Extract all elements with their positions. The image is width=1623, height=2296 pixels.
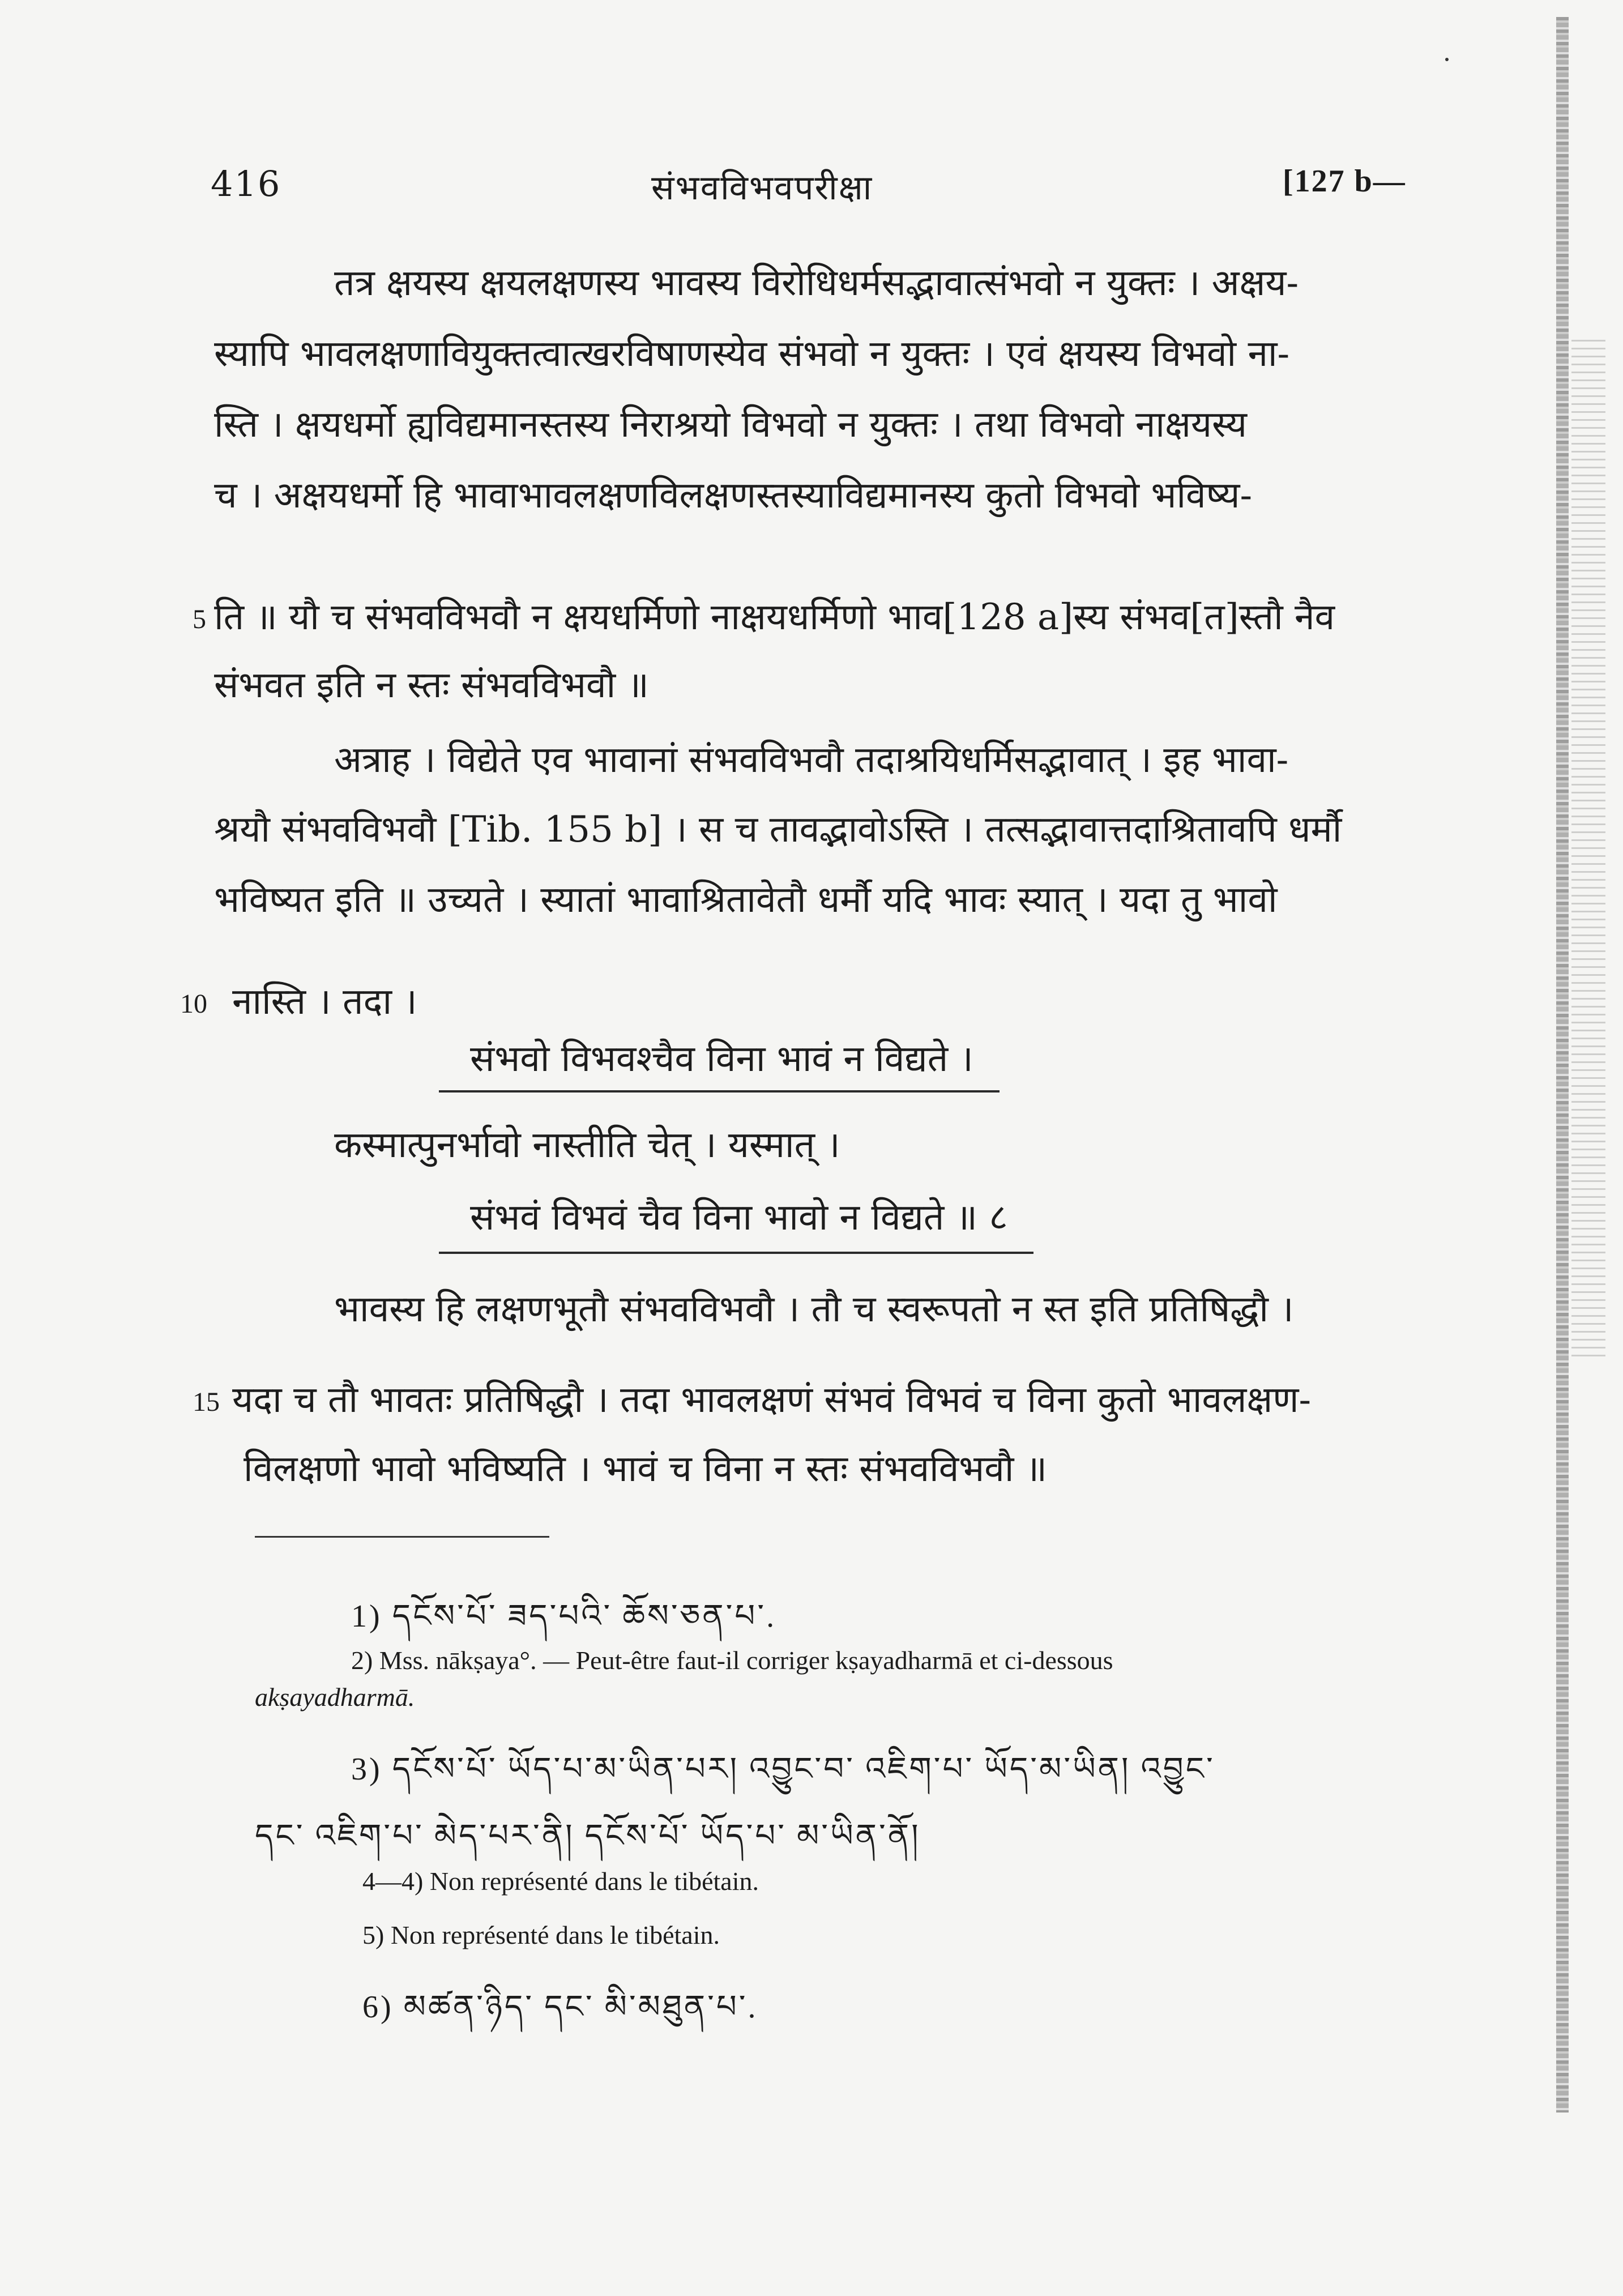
footnote-1: 1) དངོས་པོ་ ཟད་པའི་ ཆོས་ཅན་པ་.	[351, 1599, 777, 1634]
scan-edge-shadow	[1571, 340, 1605, 1359]
text-line-6: संभवत इति न स्तः संभवविभवौ ॥	[214, 664, 649, 706]
line-number-5: 5	[193, 604, 206, 634]
verse-prose-line: कस्मात्पुनर्भावो नास्तीति चेत् । यस्मात् ।	[334, 1124, 840, 1166]
footnote-rule	[255, 1536, 549, 1538]
verse-underline-1	[439, 1090, 1000, 1092]
footnote-6: 6) མཚན་ཉིད་ དང་ མི་མཐུན་པ་.	[362, 1990, 758, 2025]
text-line-2: स्यापि भावलक्षणावियुक्तत्वात्खरविषाणस्येव संभवो न युक्तः । एवं क्षयस्य विभवो ना-	[214, 333, 1290, 375]
running-title: संभवविभवपरीक्षा	[651, 168, 873, 208]
text-line-5: ति ॥ यौ च संभवविभवौ न क्षयधर्मिणो नाक्षयधर्मिणो भाव[128 a]स्य संभव[त]स्तौ नैव	[214, 596, 1335, 638]
footnote-5: 5) Non représenté dans le tibétain.	[362, 1921, 720, 1949]
text-line-1: तत्र क्षयस्य क्षयलक्षणस्य भावस्य विरोधिधर्मसद्भावात्संभवो न युक्तः । अक्षय-	[334, 262, 1299, 304]
scan-speck	[1445, 58, 1449, 61]
text-line-15: विलक्षणो भावो भविष्यति । भावं च विना न स्तः संभवविभवौ ॥	[244, 1448, 1048, 1490]
text-line-3: स्ति । क्षयधर्मो ह्यविद्यमानस्तस्य निराश्रयो विभवो न युक्तः । तथा विभवो नाक्षयस्य	[214, 404, 1247, 446]
text-line-7: अत्राह । विद्येते एव भावानां संभवविभवौ तदाश्रयिधर्मिसद्भावात् । इह भावा-	[334, 739, 1289, 781]
verse-line-1: संभवो विभवश्चैव विना भावं न विद्यते ।	[470, 1038, 973, 1080]
footnote-4: 4—4) Non représenté dans le tibétain.	[362, 1867, 759, 1896]
line-number-10: 10	[180, 989, 207, 1019]
text-line-4: च । अक्षयधर्मो हि भावाभावलक्षणविलक्षणस्तस्याविद्यमानस्य कुतो विभवो भविष्य-	[214, 475, 1253, 517]
footnote-2-line-1: 2) Mss. nākṣaya°. — Peut-être faut-il corriger kṣayadharmā et ci-dessous	[351, 1646, 1113, 1675]
text-line-13: भावस्य हि लक्षणभूतौ संभवविभवौ । तौ च स्वरूपतो न स्त इति प्रतिषिद्धौ ।	[334, 1288, 1294, 1330]
scan-edge-artifact	[1556, 17, 1569, 2113]
page-number: 416	[211, 163, 281, 204]
text-line-14: यदा च तौ भावतः प्रतिषिद्धौ । तदा भावलक्षणं संभवं विभवं च विना कुतो भावलक्षण-	[232, 1379, 1312, 1421]
text-line-8: श्रयौ संभवविभवौ [Tib. 155 b] । स च तावद्भावोऽस्ति । तत्सद्भावात्तदाश्रितावपि धर्मौ	[214, 809, 1342, 851]
verse-underline-2	[439, 1252, 1033, 1254]
footnote-3-line-2: དང་ འཇིག་པ་ མེད་པར་ནི། དངོས་པོ་ ཡོད་པ་ མ་ཡིན་ནོ།	[255, 1819, 921, 1854]
folio-reference: [127 b—	[1283, 164, 1406, 199]
line-number-15: 15	[193, 1387, 220, 1417]
verse-line-2: संभवं विभवं चैव विना भावो न विद्यते ॥ ८	[470, 1197, 1008, 1239]
footnote-3-line-1: 3) དངོས་པོ་ ཡོད་པ་མ་ཡིན་པར། འབྱུང་བ་ འཇིག་པ་ ཡོད་མ་ཡིན། འབྱུང་	[351, 1752, 1215, 1787]
text-line-10: नास्ति । तदा ।	[232, 981, 417, 1023]
footnote-2-line-2: akṣayadharmā.	[255, 1683, 415, 1712]
text-line-9: भविष्यत इति ॥ उच्यते । स्यातां भावाश्रितावेतौ धर्मौ यदि भावः स्यात् । यदा तु भावो	[214, 879, 1278, 921]
